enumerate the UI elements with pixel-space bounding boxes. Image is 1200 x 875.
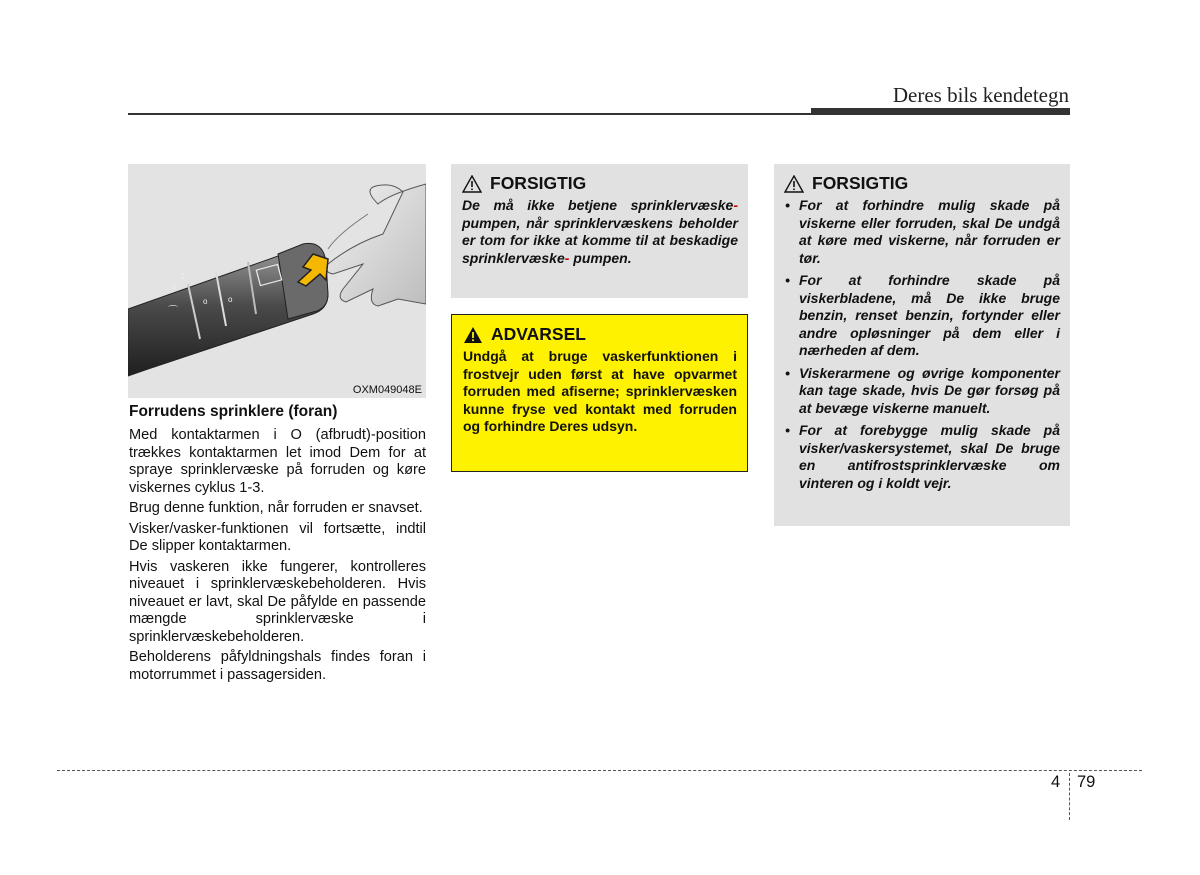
list-item: • For at forhindre skade på viskerbladene, må De ikke bruge benzin, renset benzin, fortynder eller andre opløsninger på dem eller i nærheden af dem. — [785, 272, 1060, 358]
body-paragraph: Beholderens påfyldningshals findes foran i motorrummet i passagersiden. — [129, 649, 426, 683]
body-paragraph: Visker/vasker-funktionen vil fortsætte, indtil De slipper kontaktarmen. — [129, 520, 426, 554]
warning-title: ADVARSEL — [491, 324, 586, 344]
chapter-number: 4 — [1051, 773, 1061, 791]
svg-text:o: o — [203, 297, 208, 306]
wiper-stalk-drawing — [128, 164, 426, 398]
list-item: • For at forebygge mulig skade på visker/vaskersystemet, skal De bruge en antifrostsprinklervæske om vinteren og i koldt vejr. — [785, 422, 1060, 491]
caution-triangle-icon — [784, 175, 804, 193]
caution-box-right — [774, 164, 1070, 526]
warning-box — [451, 314, 748, 472]
caution-text: De må ikke betjene sprinklervæske- pumpen, når sprinklervæskens beholder er tom for ikke at komme til at beskadige sprinklervæske- pumpen. — [462, 197, 738, 266]
page-header-title: Deres bils kendetegn — [892, 83, 1069, 107]
wiper-stalk-illustration — [128, 164, 426, 398]
caution-header — [462, 173, 738, 194]
caution-list — [784, 197, 1060, 492]
warning-triangle-icon — [463, 326, 483, 344]
caution-box — [451, 164, 748, 298]
caution-title: FORSIGTIG — [490, 173, 587, 193]
header-rule — [128, 113, 811, 115]
section-heading: Forrudens sprinklere (foran) — [129, 403, 338, 420]
warning-text: Undgå at bruge vaskerfunktionen i frostvejr uden først at have opvarmet forruden med afiserne; sprinklervæsken kunne fryse ved kontakt med forruden og forhindre Deres udsyn. — [463, 348, 737, 434]
body-paragraph: Brug denne funktion, når forruden er snavset. — [129, 500, 423, 516]
warning-header — [463, 324, 737, 345]
caution-triangle-icon — [462, 175, 482, 193]
header-rule-accent — [811, 108, 1070, 115]
body-paragraph: Hvis vaskeren ikke fungerer, kontrolleres niveauet i sprinklervæskebeholderen. Hvis niveauet er lavt, skal De påfylde en passende mængde sprinklervæske i sprinklervæskebeholderen. — [129, 558, 426, 645]
list-item: • Viskerarmene og øvrige komponenter kan tage skade, hvis De gør forsøg på at bevæge viskerne manuelt. — [785, 364, 1060, 416]
svg-text:2: 2 — [180, 272, 185, 281]
footer-dashed-rule — [57, 770, 1142, 771]
footer-page-divider — [1069, 773, 1070, 820]
page-number: 79 — [1077, 773, 1096, 791]
left-column — [129, 403, 426, 687]
svg-text:o: o — [228, 295, 233, 304]
list-item: • For at forhindre mulig skade på viskerne eller forruden, skal De undgå at køre med viskerne, når forruden er tør. — [785, 197, 1060, 266]
figure-code: OXM049048E — [352, 384, 422, 396]
caution-title: FORSIGTIG — [812, 173, 909, 193]
svg-text:1: 1 — [172, 282, 177, 291]
svg-text:⌒: ⌒ — [168, 306, 178, 317]
caution-header — [784, 173, 1060, 194]
body-paragraph: Med kontaktarmen i O (afbrudt)-position trækkes kontaktarmen let imod Dem for at spraye sprinklervæske på forruden og køre viskernes cyklus 1-3. — [129, 427, 426, 496]
